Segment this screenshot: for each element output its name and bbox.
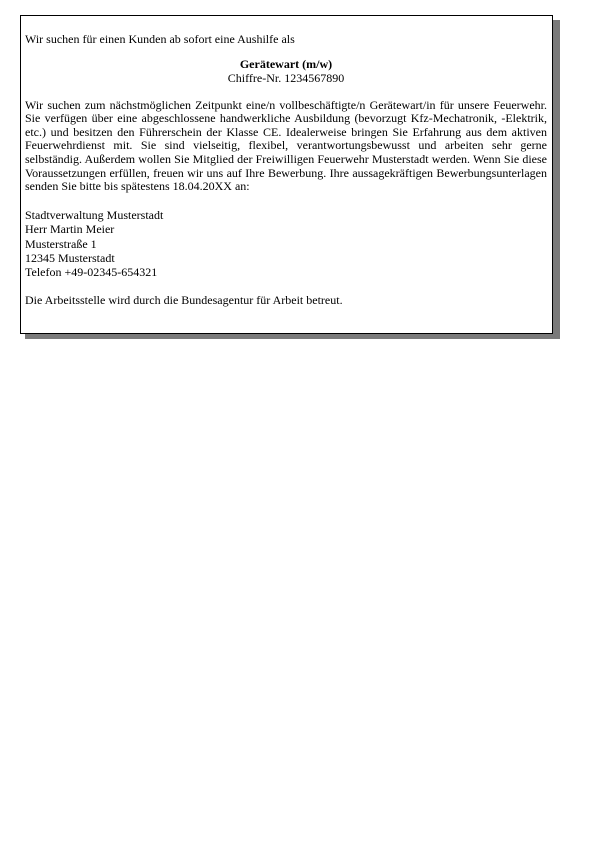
ad-intro: Wir suchen für einen Kunden ab sofort eine Aushilfe als	[25, 32, 295, 46]
contact-phone: Telefon +49-02345-654321	[25, 265, 158, 280]
chiffre-number: Chiffre-Nr. 1234567890	[227, 70, 345, 85]
contact-organization: Stadtverwaltung Musterstadt	[25, 207, 164, 222]
agency-note: Die Arbeitsstelle wird durch die Bundesagentur für Arbeit betreut.	[25, 292, 343, 307]
contact-city: 12345 Musterstadt	[25, 250, 115, 265]
contact-person: Herr Martin Meier	[25, 222, 115, 237]
ad-title-block	[25, 57, 547, 85]
job-description: Wir suchen zum nächstmöglichen Zeitpunkt eine/n vollbeschäftigte/n Gerätewart/in für unsere Feuerwehr. Sie verfügen über eine abgeschlossene handwerkliche Ausbildung (bevorzugt Kfz-Mechatronik, -Elektrik, etc.) und besitzen den Führerschein der Klasse CE. Idealerweise bringen Sie Erfahrung aus dem aktiven Feuerwehrdienst mit. Sie sind vielseitig, flexibel, verantwortungsbewusst und arbeiten sehr gerne selbständig. Außerdem wollen Sie Mitglied der Freiwilligen Feuerwehr Musterstadt werden. Wenn Sie diese Voraussetzungen erfüllen, freuen wir uns auf Ihre Bewerbung. Ihre aussagekräftigen Bewerbungsunterlagen senden Sie bitte bis spätestens 18.04.20XX an:	[25, 97, 547, 194]
contact-address	[25, 208, 547, 280]
contact-street: Musterstraße 1	[25, 236, 97, 251]
job-title: Gerätewart (m/w)	[239, 56, 333, 71]
job-ad-box	[20, 15, 553, 334]
